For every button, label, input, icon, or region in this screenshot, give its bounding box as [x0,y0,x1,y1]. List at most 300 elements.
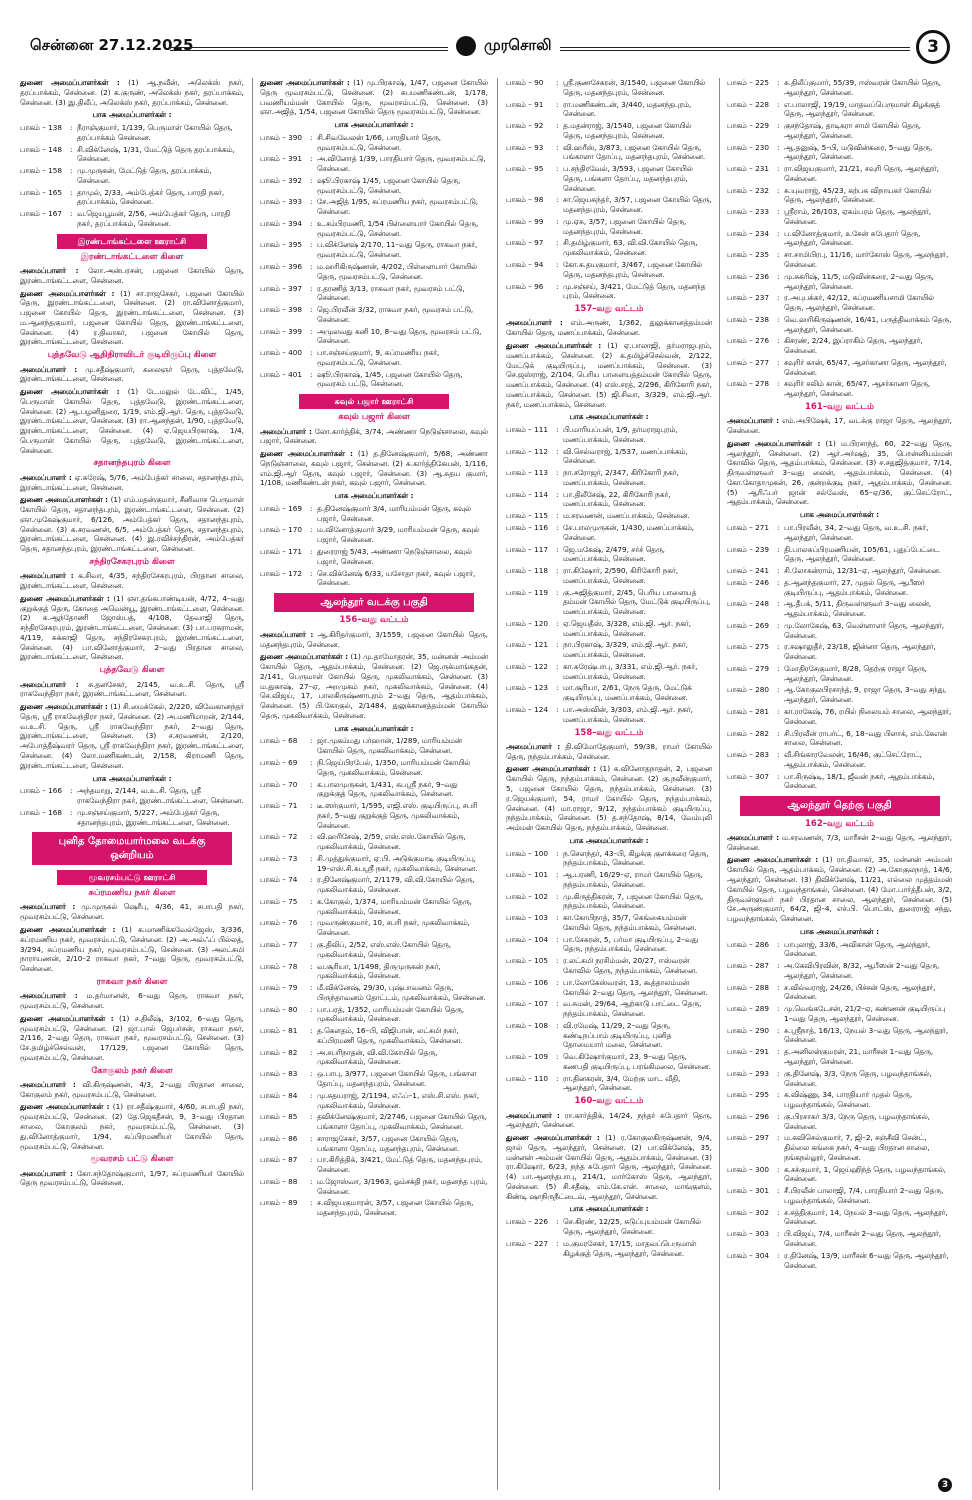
entry-role: துணை அமைப்பாளர்கள் : [20,1102,110,1112]
booth-details: அ.வினோத் 1/39, பாரதியார் தெரு, மூவரசம்பட்டு, சென்னை. [317,154,486,174]
booth-details: மு.சஞ்சய், 3/421, மேட்டுத் தெரு, மதனந்த புரம், சென்னை. [563,281,706,301]
booth-row [727,1026,952,1046]
booth-number: பாகம் – 234 [727,228,769,238]
booth-details: க.விஷ்ணு, 34, பாரதியார் முதல் தெரு, பழவந்தாங்கல், சென்னை. [784,1090,913,1110]
booth-row [260,962,488,982]
booth-number: பாகம் – 121 [506,640,548,650]
separator: : [556,587,559,597]
booth-row [506,683,712,703]
booth-details: பா.சேகரன், 5, பர்மா குடியிருப்பு, 2–வது தெரு, நந்தம்பாக்கம், சென்னை. [563,934,699,954]
booth-details: ரா.விஜயகுமார், 21/21, சவுரி தெரு, ஆலந்தூர், சென்னை. [784,164,940,183]
separator: : [556,891,559,901]
booth-number: பாகம் – 271 [727,523,769,532]
entry-names: (1) ஏ.பாலாஜி, தர்மராஜபுரம், மணப்பாக்கம், சென்னை. (2) க.தமிழ்ச்செல்வன், 2/122, மேட்டுக் குடியிருப்பு, மணப்பாக்கம், சென்னை. (3) செ.ஜஸ்ராஜ், 2/104, பெரிய பாளையத்தம்மன் கோயில் தெரு, மணப்பாக்கம், சென்னை. (4) எஸ்.சரத், 2/296, கிரிகோரி நகர், மணப்பாக்கம், சென்னை. (5) ஜி.சிவா, 3/329, எம்.ஜி.ஆர். நகர், மணப்பாக்கம், சென்னை. [506,340,712,409]
booth-details: ஷூ.பிரகாஷ் 1/45, பஜனை கோயில் தெரு, மூவரசம்பட்டு, சென்னை. [317,175,461,195]
booth-details: வெ.கிஷோர்குமார், 23, 9–வது தெரு, கணபதி குடியிருப்பு, பரங்கிமலை, சென்னை. [563,1052,711,1071]
booth-number: பாகம் – 103 [506,913,548,923]
booth-details: ச.விஜயகுமாரன், 3/57, பஜனை கோயில் தெரு, மதனந்தபுரம், சென்னை. [317,1198,474,1218]
separator: : [556,142,559,152]
entry-paragraph [20,289,244,348]
booth-row [506,260,712,280]
booth-number: பாகம் – 107 [506,999,548,1009]
separator: : [777,293,780,303]
separator: : [777,1004,780,1014]
entry-paragraph [727,833,952,853]
separator: : [777,1025,780,1035]
separator: : [70,166,73,176]
booth-number: பாகம் – 303 [727,1229,769,1239]
separator: : [777,142,780,152]
booth-row [506,490,712,510]
subheading: பாக அமைப்பாளர்கள் : [569,1204,649,1214]
separator: : [310,348,313,358]
booth-details: ப.விக்னேஷ் 2/170, 11–வது தெரு, ராகவா நகர், மூவரசம்பட்டு, சென்னை. [317,240,478,260]
booth-row [727,772,952,792]
booth-number: பாகம் – 394 [260,218,302,228]
booth-row [260,801,488,830]
separator: : [556,511,559,521]
entry-paragraph [20,902,244,922]
separator: : [556,661,559,671]
separator: : [777,250,780,260]
booth-details: ர.தரணித் 3/13, ராகவா நகர், மூவரசம் பட்டு, சென்னை. [317,283,465,303]
booth-details: டீ.ஸர்குமார், 1/595, எஜி.எஸ். குடியிருப்பு, சபரி நகர், 5–வது குறுக்குத் தெரு, முகலிவாக்கம், சென்னை. [317,801,478,830]
booth-details: கா.சுரேஷ்பாபு, 3/331, எம்.ஜி.ஆர். நகர், மணப்பாக்கம், சென்னை. [563,661,698,681]
entry-role: துணை அமைப்பாளர்கள் : [506,764,597,774]
separator: : [556,260,559,270]
separator: : [777,1047,780,1057]
separator: : [310,283,313,293]
booth-number: பாகம் – 227 [506,1238,548,1248]
booth-number: பாகம் – 238 [727,314,769,324]
booth-number: பாகம் – 97 [506,238,544,248]
booth-details: கு.அஜித்குமார், 2/45, பெரிய பாளையத் தம்மன் கோயில் தெரு, மேட்டுக் குடியிருப்பு, மணப்பாக்கம், சென்னை. [563,587,711,617]
booth-row [727,1186,952,1206]
separator: : [310,197,313,207]
booth-row [260,854,488,874]
booth-number: பாகம் – 170 [260,525,302,535]
column-divider [497,78,498,1490]
booth-details: த.மதன்ராஜ், 3/1540, பஜனை கோயில் தெரு, மதனந்தபுரம், சென்னை. [563,121,692,140]
separator: : [777,939,780,949]
booth-row [506,121,712,141]
booth-details: ஆ.தனுஷ், 5–பி, மடுவின்கரை, 5–வது தெரு, ஆலந்தூர், சென்னை. [784,142,933,162]
booth-details: மோதிரசேகுமார், 8/28, தெற்கு ராஜா தெரு, ஆலந்தூர், சென்னை. [784,663,927,683]
booth-row [20,209,244,229]
booth-details: சு.யுவராஜ், 45/23, கற்பக விநாயகர் கோயில் தெரு, ஆலந்தூர், சென்னை. [784,185,932,205]
booth-number: பாகம் – 77 [260,940,298,950]
separator: : [70,123,73,133]
booth-row [506,849,712,869]
separator: : [777,599,780,609]
booth-row [20,808,244,828]
subheading: பாக அமைப்பாளர்கள் : [334,723,414,733]
entry-paragraph [506,318,712,338]
separator: : [556,468,559,478]
booth-details: க.பாலமுருகன், 1/431, சுபஸ்ரீ நகர், 9–வது குறுக்குத் தெரு, முகலிவாக்கம், சென்னை. [317,779,458,799]
entry-paragraph [506,1133,712,1201]
booth-details: ம.ஜோஸ்வா, 3/1963, ஓம்சக்தி நகர், மதனந்த புரம், சென்னை. [317,1176,488,1196]
booth-number: பாகம் – 75 [260,896,298,906]
booth-number: பாகம் – 98 [506,195,544,205]
separator: : [777,1068,780,1078]
booth-details: ம.சரவணன், மணப்பாக்கம், சென்னை. [563,511,690,521]
booth-details: ப.சந்திரவேல், 3/593, பஜனை கோயில் தெரு, பங்களா தோப்பு, மதனந்தபுரம், சென்னை. [563,164,693,193]
separator: : [310,132,313,142]
booth-details: தாமுல், 2/33, அம்பேத்கர் தெரு, பாரதி நகர், தரப்பாக்கம், சென்னை. [77,187,225,207]
booth-details: மு.கிருத்திகரன், 7, பஜனை கோயில் தெரு, நந்தம்பாக்கம், சென்னை. [563,891,704,911]
entry-names: (1) த.தினேஷ்குமார், 5/68, அண்ணா நெடுஞ்சாலை, கவுல் பஜார், சென்னை. (2) சு.கார்த்திகேயன், 1/116, எம்.ஜி.ஆர் தெரு, கவுல் பஜார், சென்னை. (3) ஆ.சுதய குமார், 1/108, மணிகண்டன் நகர், கவுல் பஜார், சென்னை. [260,449,488,488]
booth-number: பாகம் – 172 [260,568,302,578]
booth-details: உ.சம்பிரமணி, 1/54 பிள்ளையார் கோயில் தெரு, மூவரசம்பட்டு, சென்னை. [317,218,479,238]
booth-row [260,1177,488,1197]
entry-names: எம்.அருண், 1/362, துலுக்கானத்தம்மன் கோயில் தெரு, மணப்பாக்கம், சென்னை. [506,318,712,338]
booth-row [260,547,488,567]
booth-number: பாகம் – 400 [260,348,302,358]
separator: : [777,1111,780,1121]
entry-paragraph [20,1080,244,1100]
column-1 [20,78,244,1488]
booth-details: ஸ்ரீராம், 26/103, ஏகம்பரம் தெரு, ஆலந்தூர், சென்னை. [784,207,932,226]
booth-details: முவருண்குமார், 10, சபரி நகர், முகலிவாக்கம், சென்னை. [317,918,470,938]
booth-number: பாகம் – 276 [727,336,769,346]
booth-details: தவிக்னேஷ்குமார், 2/2746, பஜனை கோயில் தெரு, பங்காளா தோப்பு, முகலிவாக்கம், சென்னை. [317,1112,487,1132]
section-banner: இரண்டாங்கட்டளை ஊராட்சி [57,234,207,249]
booth-row [727,229,952,249]
separator: : [777,771,780,781]
entry-paragraph [260,427,488,447]
booth-row [506,523,712,543]
booth-number: பாகம் – 117 [506,544,548,554]
booth-details: ஜா.முகம்மது பர்ஹான், 1/289, மாரியம்மன் கோயில் தெரு, முகலிவாக்கம், சென்னை. [317,736,462,756]
branch-heading: சுப்ரமணிய நகர் கிளை [88,888,176,899]
booth-details: துரைராஜ் 5/43, அண்ணா நெடுஞ்சாலை, கவுல் பஜார், சென்னை. [317,546,472,566]
booth-row [727,940,952,960]
booth-number: பாகம் – 79 [260,983,298,993]
separator: : [556,870,559,880]
booth-number: பாகம் – 104 [506,934,548,944]
separator: : [777,750,780,760]
booth-number: பாகம் – 122 [506,661,548,671]
separator: : [310,262,313,272]
separator: : [310,305,313,315]
entry-role: அமைப்பாளர் : [20,1079,76,1089]
branch-heading: மூவரசம் பட்டு கிளை [90,1154,174,1165]
booth-number: பாகம் – 138 [20,123,62,133]
entry-names: வி.கிருஷ்ணன், 4/3, 2–வது பிரதான சாலை, கோகுலம் நகர், மூவரசம்பட்டு, சென்னை. [20,1079,244,1099]
separator: : [310,568,313,578]
booth-details: மு.லோகேஷ், 63, வெள்ளாளர் தெரு, ஆலந்தூர், சென்னை. [784,620,945,640]
booth-row [20,145,244,165]
footer-page-number: 3 [938,1478,952,1492]
booth-details: ர.தினேஷ்குமார், 2/1179, வி.வி.கோயில் தெரு, முகலிவாக்கம், சென்னை. [317,875,475,895]
booth-row [260,327,488,347]
booth-details: ம.ஹரிகிருஷ்ணன், 4/202, பிள்ளையார் கோயில் தெரு, மூவரசம்பட்டு, சென்னை. [317,262,478,281]
entry-names: ம.தர்மானன், 6–வது தெரு, ராகவா நகர், மூவரசம்பட்டு, சென்னை. [20,991,244,1010]
entry-names: சு.தனசேகர், 2/145, வ.உ.சி. தெரு, ஸ்ரீ ராகவேந்திரா நகர், இரண்டாங்கட்டளை, சென்னை. [20,679,244,699]
entry-role: அமைப்பாளர் : [260,426,312,436]
booth-details: வெ.ஹரிகிருஷ்ணன், 16/41, பருத்திவாக்கம் தெரு, ஆலந்தூர், சென்னை. [784,314,952,334]
booth-number: பாகம் – 300 [727,1164,769,1174]
booth-row [506,1239,712,1259]
booth-details: பா.அஸ்வின், 3/303, எம்.ஜி.ஆர். நகர், மணப்பாக்கம், சென்னை. [563,705,693,724]
booth-row [506,238,712,258]
booth-details: வி.ஹரீஸ், 3/873, பஜனை கோயில் தெரு, பங்காளா தோப்பு, மதனந்தபுரம், சென்னை. [563,142,706,162]
separator: : [777,728,780,738]
separator: : [556,934,559,944]
separator: : [310,918,313,928]
booth-details: க.சச்குமார், 1, ஜெய்ஹிந்த் தெரு, பழவந்தாங்கல், சென்னை. [784,1164,947,1184]
booth-row [506,195,712,215]
booth-details: வ.சுமன், 29/64, ஆற்காடு பாட்டை தெரு, நந்தம்பாக்கம், சென்னை. [563,999,702,1019]
branch-heading: ராகவா நகர் கிளை [96,976,168,987]
booth-details: மு.முருகன், மேட்டுத் தெரு, தரப்பாக்கம், சென்னை. [77,166,212,185]
separator: : [556,99,559,109]
booth-details: பா.பரத், 1/352, மாரியம்மன் கோயில் தெரு, முகலிவாக்கம், சென்னை. [317,1004,465,1024]
page-number-badge: 3 [916,30,950,64]
separator: : [777,663,780,673]
booth-details: ரா.தினகரன், 3/4, மேற்கு மாட வீதி, ஆலந்தூர், சென்னை. [563,1073,681,1093]
booth-details: ர.அபுபக்கர், 42/12, சுப்ரமணியசாமி கோயில் தெரு, ஆலந்தூர், சென்னை. [784,293,935,313]
booth-number: பாகம் – 70 [260,779,298,789]
entry-paragraph [20,991,244,1011]
entry-role: துணை அமைப்பாளர்கள் : [260,78,350,87]
separator: : [556,195,559,205]
column-4 [727,78,952,1488]
booth-details: அ.சபரிநாதன், வி.வி.கோயில் தெரு, முகலிவாக்கம், சென்னை. [317,1047,438,1067]
booth-details: அ.கேவிபிரவின், 8/32, ஆபீஸன் 2–வது தெரு, ஆலந்தூர், சென்னை. [784,961,940,980]
separator: : [556,956,559,966]
booth-details: செ.விக்னேஷ் 6/33, யசோதா நகர், கவுல் பஜார், சென்னை. [317,568,476,588]
entry-paragraph [506,1111,712,1131]
booth-row [727,272,952,292]
booth-details: எ.பாலாஜி, 19/19, மாதவப்பெருமாள் கிழக்குத் தெரு, ஆலந்தூர், சென்னை. [784,99,940,119]
booth-number: பாகம் – 81 [260,1026,298,1036]
booth-number: பாகம் – 118 [506,566,548,576]
separator: : [777,577,780,587]
section-banner: ஆலந்தூர் தெற்கு பகுதி [740,796,940,815]
section-banner: புனித தோமையார்மலை வடக்கு ஒன்றியம் [32,832,232,865]
entry-names: (1) மு.தாமோதரன், 35, மன்னன் அம்மன் கோயில் தெரு, ஆதம்பாக்கம், சென்னை. (2) ஜெ.ருக்மாங்கதன், 2/141, பெருமாள் கோயில் தெரு, முகலிவாக்கம், சென்னை. (3) ம.துகாஷ், 27–ஏ, அறமுகம் நகர், முகலிவாக்கம், சென்னை. (4) செ.விஜய், 17, பாலகிருஷ்ணாபுரம் 2–வது தெரு, ஆதம்பாக்கம், சென்னை. (5) பி.கோகுல், 2/1484, துலுக்கானத்தம்மன் கோயில் தெரு, முகலிவாக்கம், சென்னை. [260,652,488,720]
separator: : [310,875,313,885]
booth-number: பாகம் – 399 [260,326,302,336]
separator: : [777,314,780,324]
booth-details: கு.பிரசாகர் 3/3, நேரு தெரு, பழவந்தாங்கல், சென்னை. [784,1111,930,1131]
separator: : [310,1112,313,1122]
booth-number: பாகம் – 114 [506,489,548,499]
booth-number: பாகம் – 168 [20,807,62,817]
booth-details: ஸ்ரீ.குணசேகரன், 3/1540, பஜனை கோயில் தெரு, மதனந்தபுரம், சென்னை. [563,78,706,97]
entry-paragraph [727,855,952,923]
entry-names: ஏ.சுரேஷ், 5/76, அம்பேத்கர் சாலை, சதானந்தபுரம், இரண்டாங்கட்டளை, சென்னை. [20,472,244,492]
separator: : [556,705,559,715]
booth-row [260,758,488,778]
booth-row [260,897,488,917]
booth-number: பாகம் – 301 [727,1186,769,1196]
entry-paragraph [20,702,244,770]
booth-row [506,956,712,976]
booth-row [727,207,952,227]
booth-number: பாகம் – 106 [506,977,548,987]
booth-number: பாகம் – 166 [20,786,62,796]
booth-number: பாகம் – 92 [506,121,544,131]
booth-row [260,284,488,304]
separator: : [777,544,780,554]
booth-details: ஷூ.பிரகாஷ், 1/45, பஜனை கோயில் தெரு, மூவரசம் பட்டு, சென்னை. [317,369,463,389]
booth-number: பாகம் – 280 [727,685,769,695]
booth-number: பாகம் – 288 [727,982,769,992]
separator: : [310,853,313,863]
booth-number: பாகம் – 390 [260,132,302,142]
entry-role: துணை அமைப்பாளர்கள் : [20,925,116,934]
booth-details: சி.பிரவீன் ராபர்ட், 6, 18–வது பிளாக், எம்.கேஎன் சாலை, சென்னை. [784,728,947,748]
entry-paragraph [727,439,952,507]
separator: : [556,618,559,628]
branch-heading: சதானந்தபுரம் கிளை [93,458,171,469]
booth-row [260,219,488,239]
entry-names: (1) ரா.சதீஷ்குமார், 4/60, சபாபதி நகர், மூவரசம்பட்டு, சென்னை. (2) தே.ஜெகதீசன், 9, 3–வது பிரதான சாலை, கோகுலம் நகர், மூவரசம்பட்டு, சென்னை. (3) து.வினோத்குமார், 1/94, சுப்பிரமணியர் கோயில் தெரு, மூவரசம்பட்டு, சென்னை. [20,1102,244,1151]
separator: : [310,1004,313,1014]
entry-role: அமைப்பாளர் : [727,832,780,842]
booth-row [727,599,952,619]
entry-names: ரா.கார்த்திக், 14/24, நந்தர் சுபேதார் தெரு, ஆலந்தூர், சென்னை. [506,1110,712,1130]
booth-number: பாகம் – 88 [260,1176,298,1186]
entry-names: (1) ஆ.நவீன், அலெக்ஸ் நகர், தரப்பாக்கம், சென்னை. (2) க.குருண், அலெக்ஸ் நகர், தரப்பாக்கம், சென்னை. (3) இ.திலீப், அலெக்ஸ் நகர், தரப்பாக்கம், சென்னை. [20,78,244,107]
booth-details: சு.திலீப்குமார், 55/39, ஈஸ்வரன் கோயில் தெரு, ஆலந்தூர், சென்னை. [784,78,941,97]
booth-row [506,640,712,660]
booth-row [727,578,952,598]
separator: : [556,425,559,435]
booth-details: ர.லட்சுமி நரசிம்மன், 20/27, ஈஸ்வரன் கோவில் தெரு, நந்தம்பாக்கம், சென்னை. [563,956,698,975]
entry-paragraph [260,449,488,488]
booth-number: பாகம் – 74 [260,875,298,885]
booth-row [506,545,712,565]
booth-row [727,143,952,163]
booth-number: பாகம் – 93 [506,142,544,152]
booth-row [506,978,712,998]
column-3 [506,78,712,1488]
booth-number: பாகம் – 167 [20,209,62,219]
branch-heading: இரண்டாங்கட்டளை கிளை [80,251,184,262]
separator: : [310,896,313,906]
separator: : [777,185,780,195]
separator: : [777,961,780,971]
booth-row [727,983,952,1003]
booth-row [260,240,488,260]
booth-details: கிசரண், 2/24, இப்ராகிம் தெரு, ஆலந்தூர், சென்னை. [784,336,923,356]
entry-paragraph [20,1014,244,1063]
entry-role: துணை அமைப்பாளர்கள் : [20,593,110,603]
booth-row [20,123,244,143]
booth-row [506,870,712,890]
entry-role: அமைப்பாளர் : [506,318,563,328]
booth-number: பாகம் – 231 [727,164,769,174]
separator: : [556,640,559,650]
booth-details: ஜெ.மகேஷ், 2/479, சர்ச் தெரு, மணப்பாக்கம், சென்னை. [563,544,666,564]
separator: : [777,121,780,131]
subheading: பாக அமைப்பாளர்கள் : [334,120,414,130]
separator: : [310,525,313,535]
booth-row [506,468,712,488]
separator: : [777,1133,780,1143]
booth-details: பி.விஜய், 7/4, மாரீசன் 2–வது தெரு, ஆலந்தூர், சென்னை. [784,1229,942,1248]
booth-row [727,78,952,98]
booth-number: பாகம் – 295 [727,1090,769,1100]
separator: : [777,982,780,992]
booth-row [260,569,488,589]
branch-heading: புத்தவேடு ஆதிதிராவிடர் குடியிருப்பு கிளை [47,350,217,361]
entry-role: துணை அமைப்பாளர்கள் : [260,652,348,662]
booth-row [506,100,712,120]
booth-row [260,370,488,390]
booth-row [260,525,488,545]
separator: : [556,489,559,499]
separator: : [777,620,780,630]
booth-number: பாகம் – 302 [727,1207,769,1217]
booth-details: மா.சூரியா, 2/61, நேரு தெரு, மேட்டுக் குடியிருப்பு, மணப்பாக்கம், சென்னை. [563,683,692,703]
entry-role: அமைப்பாளர் : [20,472,72,482]
separator: : [777,336,780,346]
entry-role: அமைப்பாளர் : [20,571,74,581]
booth-details: ரா.கிஷோர், 2/590, கிரிகோரி நகர், மணப்பாக்கம், சென்னை. [563,566,679,585]
booth-number: பாகம் – 230 [727,142,769,152]
column-divider [719,78,720,1490]
masthead [20,28,952,68]
separator: : [556,121,559,131]
separator: : [777,1229,780,1239]
booth-number: பாகம் – 91 [506,99,544,109]
separator: : [310,758,313,767]
section-banner: மூவரசம்பட்டு ஊராட்சி [57,870,207,885]
entry-names: (1) ம.பிரசாந்த், 60, 22–வது தெரு, ஆலந்தூர், சென்னை. (2) ஆர்.அர்ஷத், 35, பொன்னியம்மன் கோவில் தெரு, ஆதம்பாக்கம், சென்னை. (3) ச.சதுஜித்குமார், 7/14, திருவள்ளுவர் 3–வது லைன், ஆதம்பாக்கம், சென்னை. (4) கோ.கோதாமுகன், 26, குன்றக்குடி நகர், ஆதம்பாக்கம், சென்னை. (5) ஆரிஃபர் ஜான் சல்வேஸ், 65–ஏ/36, குட்செட்ரோட், ஆதம்பாக்கம், சென்னை. [727,438,952,507]
booth-number: பாகம் – 110 [506,1073,548,1083]
booth-number: பாகம் – 304 [727,1250,769,1260]
branch-heading: கோகுலம் நகர் கிளை [91,1065,173,1076]
booth-details: ஒ.பாபு, 3/977, பஜனை கோயில் தெரு, பங்காள தோப்பு, மதனந்தபுரம், சென்னை. [317,1069,477,1088]
entry-role: அமைப்பாளர் : [20,679,79,689]
booth-number: பாகம் – 233 [727,207,769,217]
booth-number: பாகம் – 171 [260,546,302,556]
booth-row [260,983,488,1003]
booth-details: ப.வினோத்குமார், உசேன் சுபேதார் தெரு, ஆலந்தூர், சென்னை. [784,228,921,248]
booth-row [506,588,712,617]
separator: : [777,207,780,217]
entry-names: லோ.அன்பரசன், பஜனை கோயில் தெரு, இரண்டாங்கட்டளை, சென்னை. [20,266,244,285]
booth-row [506,447,712,467]
entry-role: அமைப்பாளர் : [260,629,314,639]
booth-row [727,1251,952,1271]
separator: : [310,154,313,164]
booth-number: பாகம் – 80 [260,1004,298,1014]
entry-paragraph [20,594,244,662]
booth-row [727,379,952,399]
separator: : [556,848,559,858]
booth-details: க.கோகுல், 1/374, மாரியம்மன் கோயில் தெரு, முகலிவாக்கம், சென்னை. [317,896,472,916]
booth-row [506,999,712,1019]
booth-details: மு.சஞ்சய்குமார், 5/227, அம்பேத்கர் தெரு, சதானந்தபுரம், இரண்டாங்கட்டளை, சென்னை. [77,807,230,827]
booth-row [727,1047,952,1067]
subheading: பாக அமைப்பாளர்கள் : [569,412,649,422]
entry-role: அமைப்பாளர் : [20,266,79,276]
booth-row [506,164,712,193]
booth-row [260,1048,488,1068]
booth-details: வ.சூரியா, 1/1498, திருமுருகன் நகர், முகலிவாக்கம், சென்னை. [317,961,441,981]
booth-row [727,100,952,120]
entry-role: துணை அமைப்பாளர்கள் : [20,78,120,87]
booth-details: நி.ஜெய்பிரபேல், 1/350, மாரியம்மன் கோயில் தெரு, முகலிவாக்கம், சென்னை. [317,758,471,777]
entry-paragraph [727,416,952,436]
booth-number: பாகம் – 291 [727,1047,769,1057]
